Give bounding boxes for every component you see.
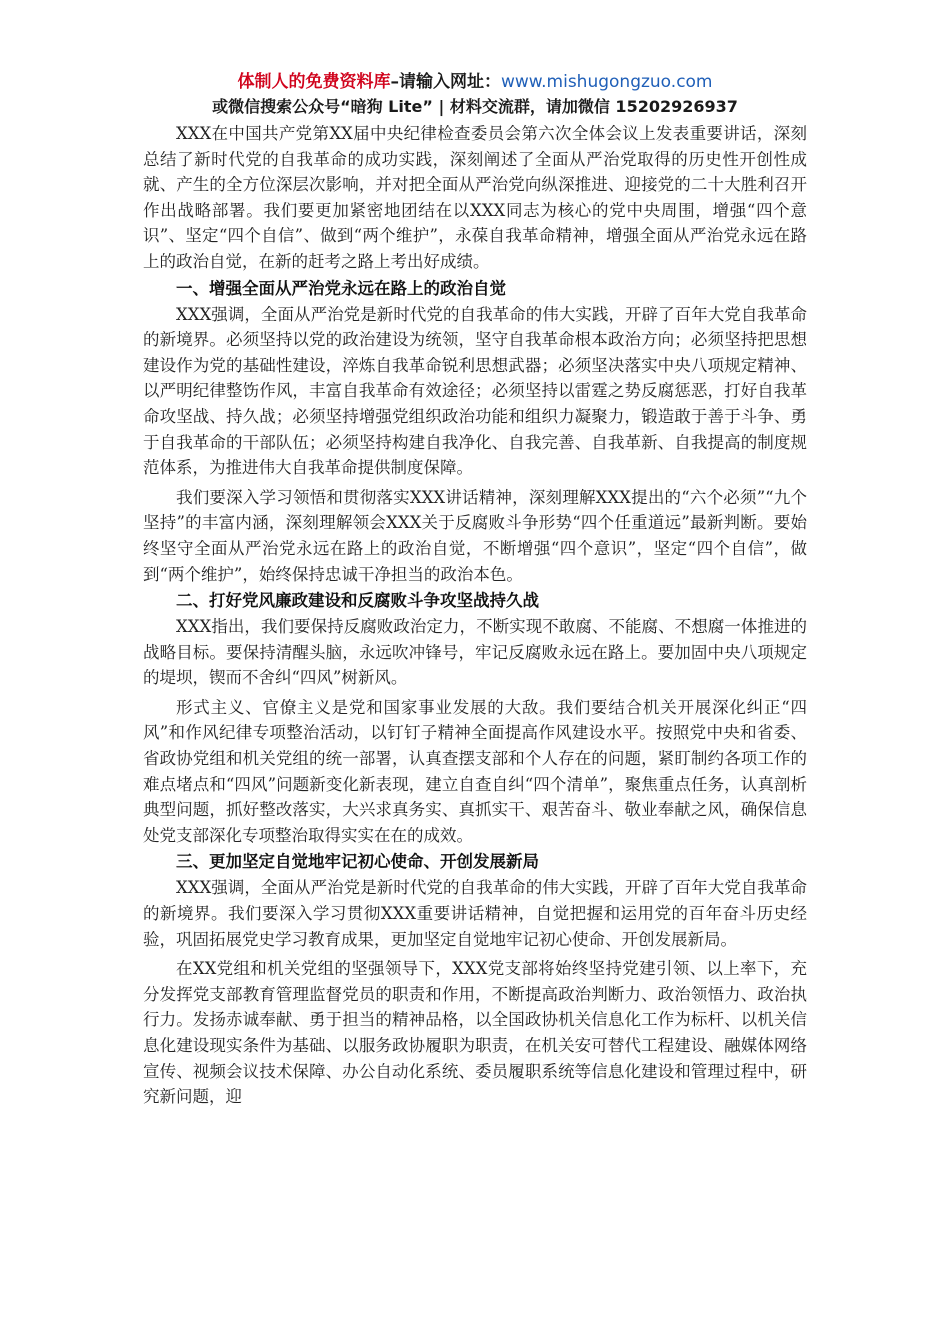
document-body: [143, 121, 807, 1110]
header-line-2: 或微信搜索公众号“暗狗 Lite” | 材料交流群，请加微信 15202926937: [212, 97, 738, 116]
section-2-paragraph-2: 形式主义、官僚主义是党和国家事业发展的大敌。我们要结合机关开展深化纠正“四风”和作风纪律专项整治活动，以钉钉子精神全面提高作风建设水平。按照党中央和省委、省政协党组和机关党组的统一部署，认真查摆支部和个人存在的问题，紧盯制约各项工作的难点堵点和“四风”问题新变化新表现，建立自查自纠“四个清单”，聚焦重点任务，认真剖析典型问题，抓好整改落实，大兴求真务实、真抓实干、艰苦奋斗、敬业奉献之风，确保信息处党支部深化专项整治取得实实在在的成效。: [143, 697, 807, 845]
section-3-paragraph-2: 在XX党组和机关党组的坚强领导下，XXX党支部将始终坚持党建引领、以上率下，充分发挥党支部教育管理监督党员的职责和作用，不断提高政治判断力、政治领悟力、政治执行力。发扬赤诚奉献、勇于担当的精神品格，以全国政协机关信息化工作为标杆、以机关信息化建设现实条件为基础、以服务政协履职为职责，在机关安可替代工程建设、融媒体网络宣传、视频会议技术保障、办公自动化系统、委员履职系统等信息化建设和管理过程中，研究新问题，迎: [143, 959, 807, 1107]
header-prompt: –请输入网址：: [390, 72, 501, 92]
section-1-paragraph-1: XXX强调，全面从严治党是新时代党的自我革命的伟大实践，开辟了百年大党自我革命的新境界。必须坚持以党的政治建设为统领，坚守自我革命根本政治方向；必须坚持把思想建设作为党的基础性建设，淬炼自我革命锐利思想武器；必须坚决落实中央八项规定精神、以严明纪律整饬作风，丰富自我革命有效途径；必须坚持以雷霆之势反腐惩恶，打好自我革命攻坚战、持久战；必须坚持增强党组织政治功能和组织力凝聚力，锻造敢于善于斗争、勇于自我革命的干部队伍；必须坚持构建自我净化、自我完善、自我革新、自我提高的制度规范体系，为推进伟大自我革命提供制度保障。: [143, 304, 807, 478]
header-brand: 体制人的免费资料库: [237, 72, 391, 92]
section-heading-1: 一、增强全面从严治党永远在路上的政治自觉: [176, 278, 506, 298]
intro-paragraph: XXX在中国共产党第XX届中央纪律检查委员会第六次全体会议上发表重要讲话，深刻总结了新时代党的自我革命的成功实践，深刻阐述了全面从严治党取得的历史性开创性成就、产生的全方位深层次影响，并对把全面从严治党向纵深推进、迎接党的二十大胜利召开作出战略部署。我们要更加紧密地团结在以XXX同志为核心的党中央周围，增强“四个意识”、坚定“四个自信”、做到“两个维护”，永葆自我革命精神，增强全面从严治党永远在路上的政治自觉，在新的赶考之路上考出好成绩。: [143, 124, 807, 271]
section-1-paragraph-2: 我们要深入学习领悟和贯彻落实XXX讲话精神，深刻理解XXX提出的“六个必须”“九个坚持”的丰富内涵，深刻理解领会XXX关于反腐败斗争形势“四个任重道远”最新判断。要始终坚守全面从严治党永远在路上的政治自觉，不断增强“四个意识”，坚定“四个自信”，做到“两个维护”，始终保持忠诚干净担当的政治本色。: [143, 487, 807, 584]
section-3-paragraph-1: XXX强调，全面从严治党是新时代党的自我革命的伟大实践，开辟了百年大党自我革命的新境界。我们要深入学习贯彻XXX重要讲话精神，自觉把握和运用党的百年奋斗历史经验，巩固拓展党史学习教育成果，更加坚定自觉地牢记初心使命、开创发展新局。: [143, 878, 807, 949]
section-2-paragraph-1: XXX指出，我们要保持反腐败政治定力，不断实现不敢腐、不能腐、不想腐一体推进的战略目标。要保持清醒头脑，永远吹冲锋号，牢记反腐败永远在路上。要加固中央八项规定的堤坝，锲而不舍纠“四风”树新风。: [143, 617, 807, 688]
section-heading-2: 二、打好党风廉政建设和反腐败斗争攻坚战持久战: [176, 591, 539, 611]
header-line-1: [0, 70, 950, 94]
header-url-link[interactable]: www.mishugongzuo.com: [500, 72, 713, 92]
page-header: [0, 70, 950, 119]
section-heading-3: 三、更加坚定自觉地牢记初心使命、开创发展新局: [176, 852, 539, 872]
